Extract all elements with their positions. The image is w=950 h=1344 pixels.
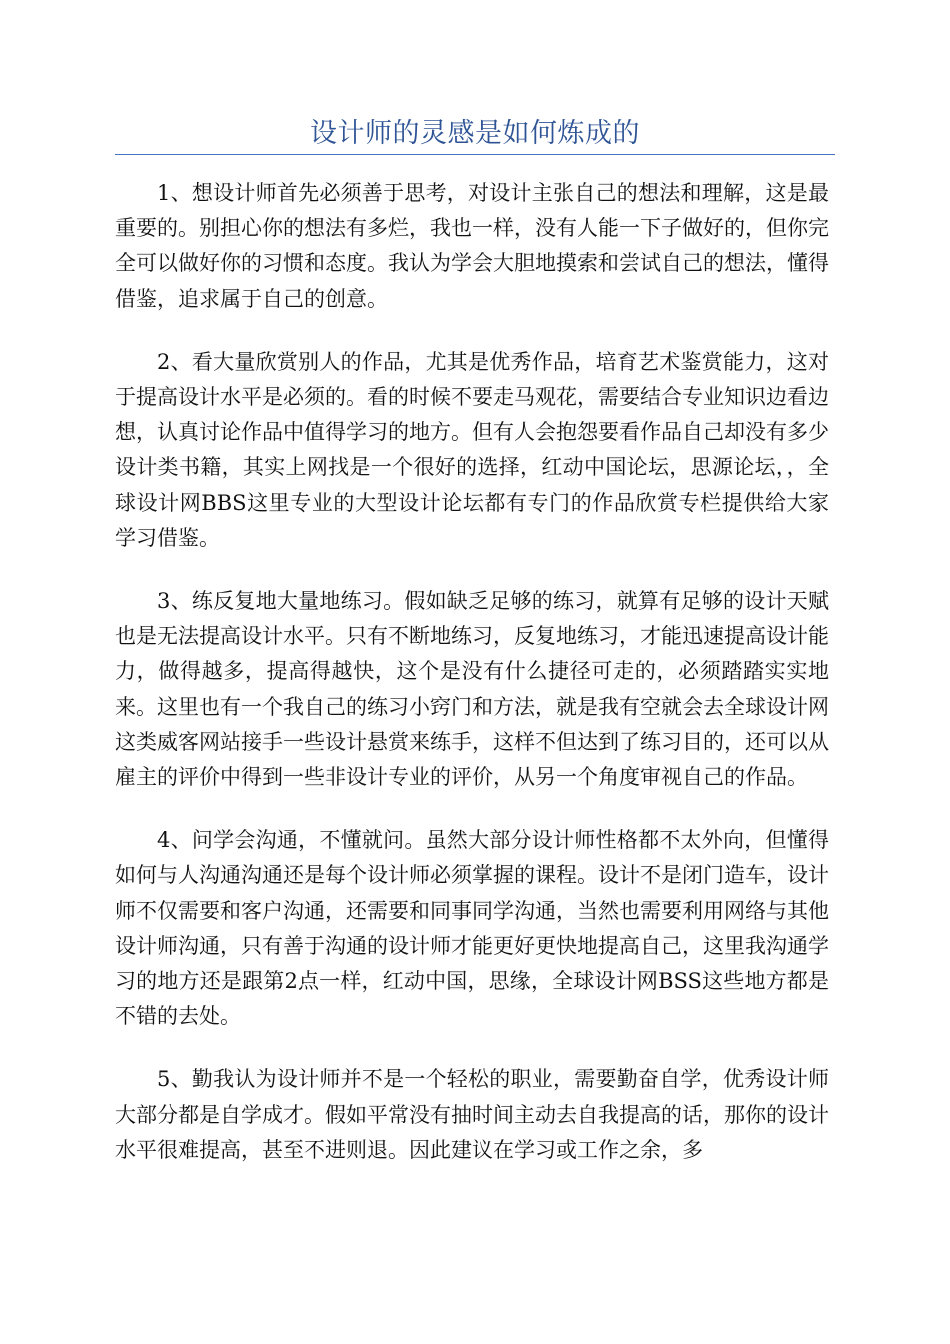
paragraph-3: 3、练反复地大量地练习。假如缺乏足够的练习，就算有足够的设计天赋也是无法提高设计水平。只有不断地练习，反复地练习，才能迅速提高设计能力，做得越多，提高得越快，这个是没有什么捷径可走的，必须踏踏实实地来。这里也有一个我自己的练习小窍门和方法，就是我有空就会去全球设计网这类威客网站接手一些设计悬赏来练手，这样不但达到了练习目的，还可以从雇主的评价中得到一些非设计专业的评价，从另一个角度审视自己的作品。 [115,589,829,790]
paragraph-5: 5、勤我认为设计师并不是一个轻松的职业，需要勤奋自学，优秀设计师大部分都是自学成才。假如平常没有抽时间主动去自我提高的话，那你的设计水平很难提高，甚至不进则退。因此建议在学习或工作之余，多 [115,1067,829,1162]
paragraph-2: 2、看大量欣赏别人的作品，尤其是优秀作品，培育艺术鉴赏能力，这对于提高设计水平是必须的。看的时候不要走马观花，需要结合专业知识边看边想，认真讨论作品中值得学习的地方。但有人会抱怨要看作品自己却没有多少设计类书籍，其实上网找是一个很好的选择，红动中国论坛，思源论坛，，全球设计网BBS这里专业的大型设计论坛都有专门的作品欣赏专栏提供给大家学习借鉴。 [115,349,829,550]
title-underline [115,154,835,155]
document-body [115,176,829,1196]
paragraph-1: 1、想设计师首先必须善于思考，对设计主张自己的想法和理解，这是最重要的。别担心你的想法有多烂，我也一样，没有人能一下子做好的，但你完全可以做好你的习惯和态度。我认为学会大胆地摸索和尝试自己的想法，懂得借鉴，追求属于自己的创意。 [115,181,829,311]
document-title: 设计师的灵感是如何炼成的 [310,118,640,149]
paragraph-4: 4、问学会沟通，不懂就问。虽然大部分设计师性格都不太外向，但懂得如何与人沟通沟通还是每个设计师必须掌握的课程。设计不是闭门造车，设计师不仅需要和客户沟通，还需要和同事同学沟通，当然也需要利用网络与其他设计师沟通，只有善于沟通的设计师才能更好更快地提高自己，这里我沟通学习的地方还是跟第2点一样，红动中国，思缘，全球设计网BSS这些地方都是不错的去处。 [115,828,829,1029]
